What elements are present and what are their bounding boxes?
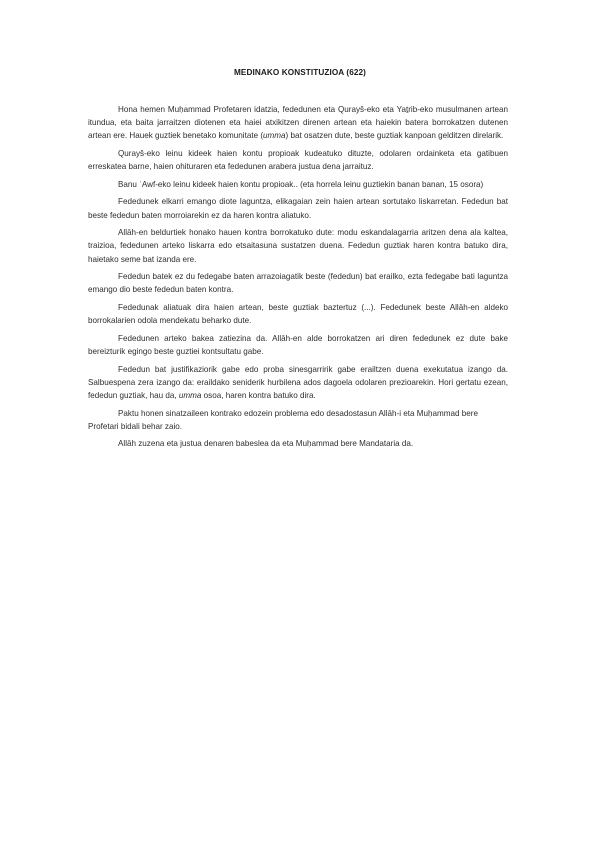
paragraph-god-fearing [88, 226, 508, 266]
paragraph-peace [88, 332, 508, 358]
paragraph-text: Fededunak aliatuak dira haien artean, beste guztiak baztertuz (...). Fededunek beste Allāh-en aldeko borrokalarien odola mendekatu beharko dute. [88, 302, 508, 326]
paragraph-text: Qurayš-eko leinu kideek haien kontu propioak kudeatuko dituzte, odolaren ordainketa eta gatibuen erreskatea barne, haien ohituraren eta fededunen arabera justua dena jarraituz. [88, 149, 508, 172]
paragraph-text: Banu ʿAwf-eko leinu kideek haien kontu propioak.. (eta horrela leinu guztiekin banan banan, 15 osora) [118, 179, 484, 189]
emphasis-term: umma [178, 390, 202, 400]
paragraph-text: ) bat osatzen dute, beste guztiak kanpoan gelditzen direlarik. [285, 131, 504, 141]
paragraph-text: Allāh zuzena eta justua denaren babeslea da eta Muḥammad bere Mandataria da. [118, 439, 414, 449]
paragraph-mutual-aid [88, 195, 508, 221]
paragraph-justice [88, 363, 508, 403]
document-body [88, 103, 508, 455]
document-title: MEDINAKO KONSTITUZIOA (622) [233, 68, 367, 77]
paragraph-text: Hona hemen Muḥammad Profetaren idatzia, fededunen eta Qurayš-eko eta Yaṯrib-eko musulmanen artean itundua, eta baita jarraitzen diotenen eta haiei atxikitzen direnen artean eta haiekin batera borrokatzen dutenen artean ere. Hauek guztiek benetako komunitate ( [88, 105, 508, 141]
paragraph-text: Fededunek elkarri emango diote laguntza, elikagaian zein haien artean sortutako liskarretan. Fededun bat beste fededun baten morroiarekin ez da haren kontra aliatuko. [88, 197, 508, 220]
paragraph-banu-awf [88, 178, 508, 191]
paragraph-text: Fededunen arteko bakea zatiezina da. Allāh-en alde borrokatzen ari diren fededunek ez dute bake bereizturik egingo beste guztiei kontsultatu gabe. [88, 333, 508, 356]
paragraph-text: Fededun batek ez du fedegabe baten arrazoiagatik beste (fededun) bat erailko, ezta fedegabe bati laguntza emango dio beste fededun baten kontra. [88, 272, 508, 295]
paragraph-allies [88, 301, 508, 327]
paragraph-quraysh [88, 147, 508, 173]
paragraph-intro [88, 103, 508, 143]
paragraph-text: Fededun bat justifikaziorik gabe edo proba sinesgarririk gabe erailtzen duena exekutatua izango da. Salbuespena zera izango da: eraildako seniderik hurbilena ados dagoela odolaren prezioarekin. Hori gertatu ezean, fededun guztiak, hau da, [88, 364, 508, 400]
emphasis-term: umma [263, 131, 286, 141]
paragraph-no-killing [88, 270, 508, 296]
paragraph-text: osoa, haren kontra batuko dira. [201, 390, 316, 400]
paragraph-disputes [88, 407, 508, 433]
paragraph-text: Allāh-en beldurtiek honako hauen kontra borrokatuko dute: modu eskandalagarria aritzen dena ala kaltea, traizioa, fededunen arteko liskarra edo etsaitasuna sustatzen duena. Fededun guztiak haren kontra batuko dira, haietako seme bat izanda ere. [88, 228, 508, 264]
paragraph-closing [88, 437, 508, 450]
paragraph-text: Paktu honen sinatzaileen kontrako edozein problema edo desadostasun Allāh-i eta Muḥammad bere Profetari bidali behar zaio. [88, 408, 478, 431]
